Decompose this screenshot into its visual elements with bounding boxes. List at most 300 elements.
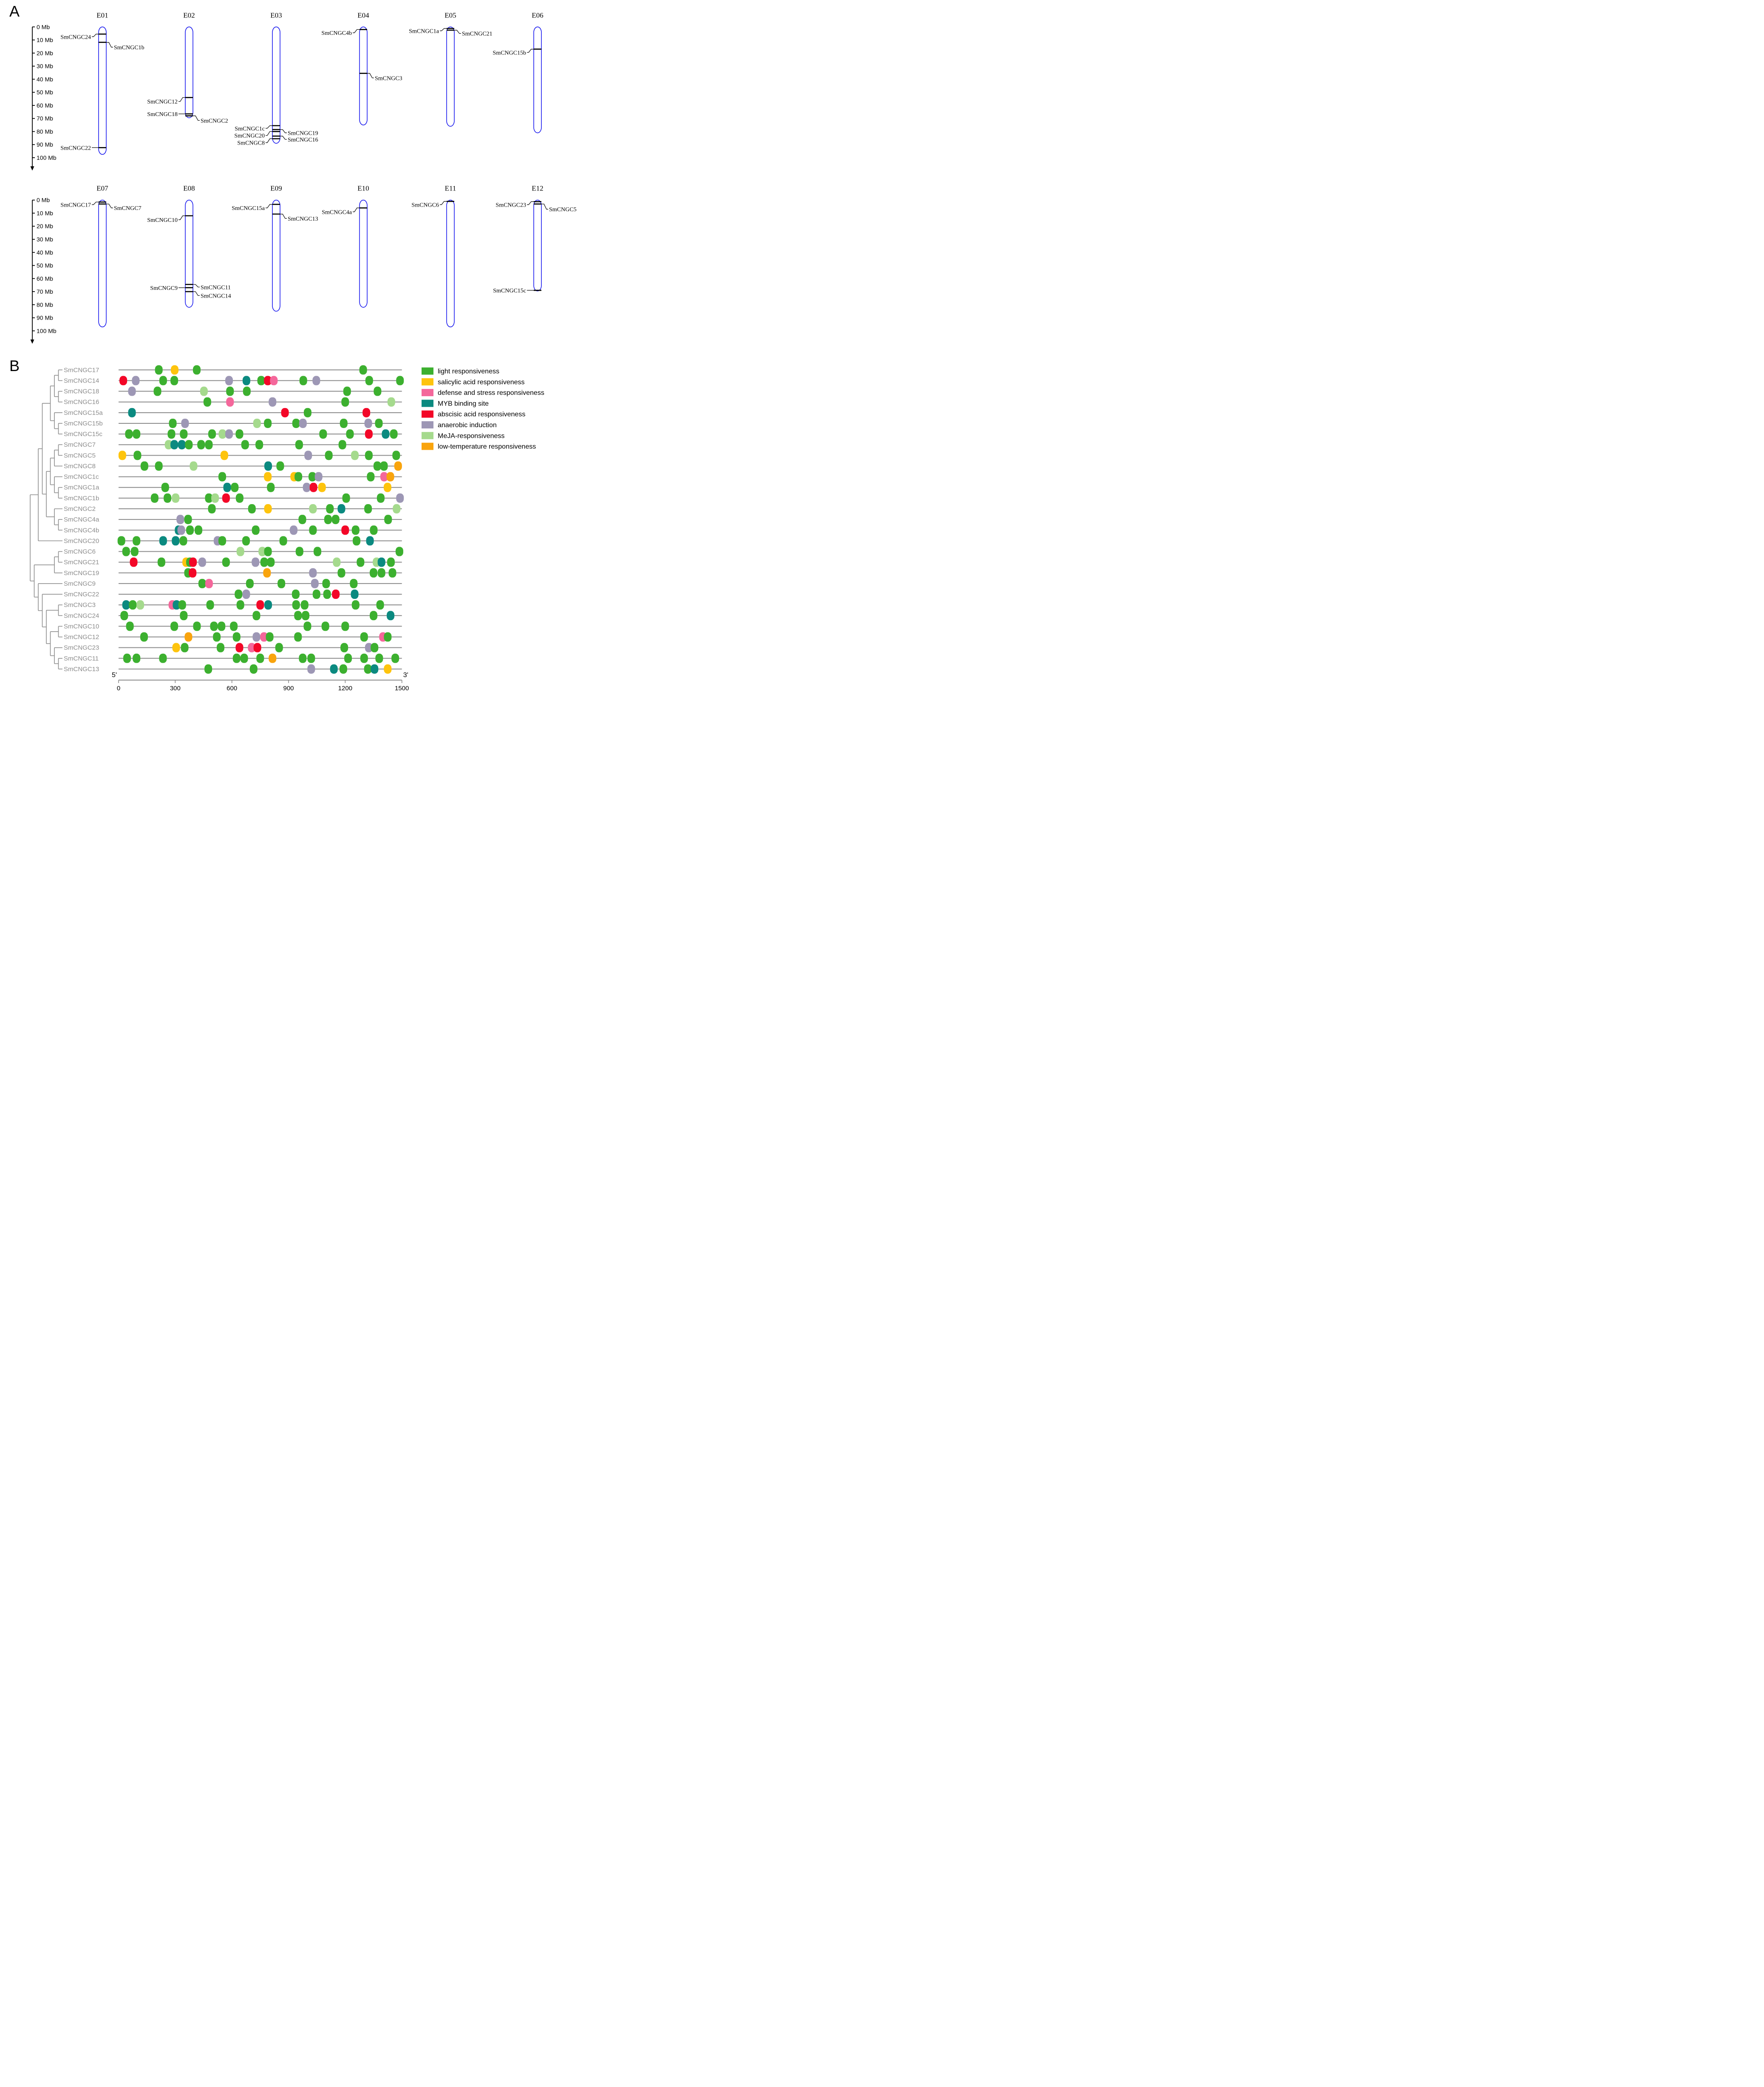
motif-light [294, 632, 302, 642]
gene-SmCNGC7 [106, 204, 142, 212]
legend-swatch [422, 389, 433, 396]
motif-salicylic [171, 365, 178, 374]
motif-light [159, 654, 167, 663]
panel-a-row-2 [31, 184, 577, 344]
motif-row-SmCNGC17 [64, 365, 402, 374]
motif-myb [159, 536, 167, 545]
gene-SmCNGC8 [237, 139, 272, 146]
gene-connector [527, 201, 534, 204]
row-gene-label: SmCNGC4b [64, 527, 99, 534]
gene-label: SmCNGC10 [147, 217, 178, 224]
motif-light [340, 664, 347, 674]
motif-abscisic [341, 525, 349, 535]
motif-defense [270, 376, 277, 385]
motif-light [210, 621, 218, 631]
motif-light [365, 451, 373, 460]
gene-label: SmCNGC15b [493, 50, 526, 57]
motif-anaerobic [252, 558, 259, 567]
motif-light [322, 579, 330, 588]
gene-label: SmCNGC4a [322, 209, 352, 216]
gene-SmCNGC10 [147, 216, 185, 224]
motif-light [302, 611, 309, 620]
panel-a-row-1 [31, 11, 544, 170]
motif-light [133, 654, 140, 663]
chromosome-body [185, 27, 193, 118]
motif-light [118, 536, 125, 545]
motif-lowtemp [184, 632, 192, 642]
motif-row-SmCNGC4a [64, 515, 402, 524]
scale-tick-label: 80 Mb [37, 301, 53, 308]
motif-light [388, 568, 396, 578]
legend-item-anaerobic [422, 421, 497, 429]
gene-connector [353, 29, 360, 33]
motif-light [235, 590, 242, 599]
gene-SmCNGC20 [234, 131, 272, 139]
scale-tick-label: 100 Mb [37, 154, 57, 161]
motif-myb [178, 440, 186, 449]
motif-meja [253, 419, 261, 428]
motif-myb [366, 536, 374, 545]
legend-item-defense [422, 389, 544, 397]
motif-salicylic [221, 451, 228, 460]
scale-tick-label: 80 Mb [37, 128, 53, 135]
scale-tick-label: 70 Mb [37, 288, 53, 295]
chromosome-body [534, 27, 541, 133]
motif-myb [170, 440, 178, 449]
axis-tick-label: 1200 [338, 685, 353, 692]
motif-light [374, 387, 381, 396]
motif-myb [122, 600, 130, 610]
motif-row-SmCNGC20 [64, 536, 402, 545]
motif-light [346, 429, 354, 439]
scale-tick-label: 10 Mb [37, 210, 53, 217]
gene-connector [440, 28, 447, 31]
chromosome-title: E11 [445, 184, 456, 193]
motif-myb [371, 664, 378, 674]
motif-light [301, 600, 309, 610]
motif-row-SmCNGC7 [64, 440, 402, 449]
motif-light [178, 600, 186, 610]
motif-light [377, 493, 385, 503]
row-gene-label: SmCNGC21 [64, 559, 99, 566]
scale-tick-label: 0 Mb [37, 23, 50, 31]
motif-row-SmCNGC23 [64, 643, 402, 652]
chromosome-title: E07 [96, 184, 108, 193]
motif-light [371, 643, 378, 652]
motif-light [332, 515, 340, 524]
gene-connector [367, 74, 374, 78]
motif-light [122, 547, 130, 556]
row-gene-label: SmCNGC1c [64, 473, 99, 481]
motif-light [340, 419, 348, 428]
scale-tick-label: 20 Mb [37, 223, 53, 230]
motif-light [390, 429, 398, 439]
panel-b [30, 365, 544, 692]
gene-label: SmCNGC16 [288, 136, 318, 143]
chromosome-E09 [232, 184, 318, 312]
motif-row-SmCNGC24 [64, 611, 402, 620]
chromosome-E06 [493, 11, 543, 133]
axis-tick-label: 900 [283, 685, 294, 692]
motif-light [326, 504, 334, 513]
gene-connector [280, 214, 287, 218]
row-gene-label: SmCNGC23 [64, 644, 99, 652]
motif-light [280, 536, 287, 545]
motif-light [207, 600, 214, 610]
motif-anaerobic [315, 472, 323, 482]
legend-item-lowtemp [422, 443, 536, 451]
motif-row-SmCNGC18 [64, 387, 402, 396]
motif-light [319, 429, 327, 439]
gene-label: SmCNGC11 [201, 284, 231, 291]
motif-light [392, 451, 400, 460]
gene-SmCNGC1a [409, 28, 447, 35]
motif-light [344, 654, 352, 663]
legend-swatch [422, 411, 433, 418]
legend-item-salicylic [422, 378, 525, 386]
motif-light [246, 579, 254, 588]
motif-light [343, 387, 351, 396]
motif-abscisic [222, 493, 230, 503]
motif-light [185, 440, 193, 449]
motif-light [396, 547, 403, 556]
gene-SmCNGC24 [60, 34, 99, 40]
motif-anaerobic [198, 558, 206, 567]
motif-light [384, 515, 392, 524]
motif-myb [330, 664, 338, 674]
motif-anaerobic [176, 515, 184, 524]
gene-label: SmCNGC9 [150, 285, 178, 292]
motif-anaerobic [181, 419, 189, 428]
motif-defense [226, 397, 234, 407]
motif-light [208, 504, 216, 513]
gene-label: SmCNGC6 [411, 202, 439, 209]
motif-meja [393, 504, 400, 513]
motif-light [370, 525, 377, 535]
scale-tick-label: 90 Mb [37, 314, 53, 321]
motif-light [309, 525, 317, 535]
panel-a-letter: A [9, 3, 20, 20]
motif-myb [172, 536, 179, 545]
gene-connector [266, 126, 272, 128]
legend-label: defense and stress responsiveness [438, 389, 544, 397]
motif-myb [351, 590, 359, 599]
motif-light [337, 568, 345, 578]
motif-abscisic [362, 408, 370, 417]
motif-light [126, 621, 134, 631]
motif-light [158, 558, 165, 567]
motif-light [384, 632, 391, 642]
gene-connector [527, 49, 534, 53]
scale-tick-label: 70 Mb [37, 115, 53, 122]
scale-tick-label: 40 Mb [37, 249, 53, 256]
chromosome-E04 [321, 11, 402, 125]
motif-light [300, 376, 307, 385]
motif-anaerobic [309, 568, 317, 578]
row-gene-label: SmCNGC18 [64, 388, 99, 395]
motif-light [164, 493, 171, 503]
gene-label: SmCNGC2 [201, 118, 228, 125]
motif-light [360, 365, 367, 374]
motif-light [339, 440, 346, 449]
gene-connector [541, 204, 548, 209]
gene-connector [178, 97, 185, 101]
chromosome-title: E06 [532, 11, 544, 20]
motif-defense [205, 579, 213, 588]
motif-row-SmCNGC12 [64, 632, 402, 642]
gene-label: SmCNGC24 [60, 34, 91, 41]
motif-light [378, 568, 385, 578]
motif-myb [224, 483, 231, 492]
motif-light [208, 429, 216, 439]
motif-abscisic [254, 643, 261, 652]
motif-myb [382, 429, 389, 439]
motif-light [205, 440, 212, 449]
motif-light [313, 590, 320, 599]
motif-anaerobic [252, 632, 260, 642]
gene-SmCNGC3 [367, 74, 402, 82]
scale-tick-label: 20 Mb [37, 49, 53, 57]
motif-abscisic [130, 558, 138, 567]
gene-SmCNGC15a [232, 204, 272, 212]
motif-abscisic [332, 590, 340, 599]
scale-arrowhead [31, 340, 34, 344]
gene-SmCNGC23 [496, 201, 534, 208]
motif-light [233, 654, 241, 663]
gene-label: SmCNGC1b [114, 44, 144, 51]
motif-light [370, 568, 377, 578]
motif-light [184, 515, 192, 524]
motif-light [367, 472, 374, 482]
motif-meja [211, 493, 219, 503]
motif-light [292, 419, 300, 428]
motif-light [387, 558, 395, 567]
motif-myb [387, 611, 394, 620]
motif-light [360, 632, 368, 642]
motif-light [294, 611, 302, 620]
legend-label: low-temperature responsiveness [438, 443, 536, 451]
gene-SmCNGC13 [280, 214, 318, 222]
motif-light [213, 632, 221, 642]
chromosome-title: E02 [183, 11, 195, 20]
gene-label: SmCNGC21 [462, 31, 493, 37]
row-gene-label: SmCNGC15c [64, 431, 102, 438]
gene-SmCNGC15c [493, 288, 534, 294]
motif-row-SmCNGC3 [64, 600, 402, 610]
chromosome-title: E10 [357, 184, 369, 193]
motif-light [140, 632, 148, 642]
motif-light [296, 547, 303, 556]
motif-row-SmCNGC1b [64, 493, 404, 503]
motif-light [391, 654, 399, 663]
motif-meja [172, 493, 179, 503]
gene-connector [280, 136, 287, 139]
motif-lowtemp [387, 472, 394, 482]
motif-light [370, 611, 377, 620]
motif-light [353, 536, 360, 545]
legend-swatch [422, 368, 433, 375]
motif-light [341, 397, 349, 407]
motif-row-SmCNGC15a [64, 408, 402, 417]
motif-light [186, 525, 194, 535]
bp-axis [112, 672, 409, 692]
gene-label: SmCNGC13 [288, 216, 318, 222]
motif-light [260, 558, 268, 567]
scale-tick-label: 50 Mb [37, 89, 53, 96]
chromosome-body [447, 200, 454, 327]
legend-swatch [422, 443, 433, 450]
motif-light [181, 643, 189, 652]
motif-anaerobic [225, 376, 233, 385]
motif-anaerobic [128, 387, 136, 396]
motif-meja [218, 429, 226, 439]
motif-light [195, 525, 202, 535]
mb-scale [31, 197, 57, 344]
motif-light [133, 536, 140, 545]
motif-light [298, 515, 306, 524]
motif-anaerobic [290, 525, 297, 535]
row-gene-label: SmCNGC15b [64, 420, 103, 427]
motif-anaerobic [396, 493, 404, 503]
motif-light [230, 621, 238, 631]
motif-light [365, 376, 373, 385]
motif-light [193, 365, 201, 374]
gene-SmCNGC5 [541, 204, 577, 213]
row-gene-label: SmCNGC24 [64, 612, 99, 620]
chromosome-body [272, 200, 280, 312]
motif-light [295, 440, 303, 449]
gene-connector [193, 292, 200, 295]
scale-tick-label: 0 Mb [37, 196, 50, 204]
motif-light [325, 451, 333, 460]
motif-row-SmCNGC5 [64, 451, 402, 460]
motif-meja [333, 558, 340, 567]
motif-abscisic [365, 429, 373, 439]
chromosome-title: E09 [270, 184, 282, 193]
row-gene-label: SmCNGC2 [64, 505, 96, 513]
legend-item-light [422, 368, 499, 375]
gene-SmCNGC19 [280, 130, 318, 137]
gene-connector [106, 204, 113, 208]
axis-tick-label: 0 [116, 685, 121, 692]
scale-tick-label: 50 Mb [37, 262, 53, 269]
chromosome-title: E05 [445, 11, 456, 20]
motif-myb [264, 600, 272, 610]
row-gene-label: SmCNGC17 [64, 366, 99, 374]
motif-light [360, 654, 368, 663]
row-gene-label: SmCNGC5 [64, 452, 96, 459]
motif-light [364, 664, 372, 674]
row-gene-label: SmCNGC1a [64, 484, 99, 491]
motif-light [167, 429, 175, 439]
motif-light [180, 611, 187, 620]
legend-swatch [422, 378, 433, 386]
legend-label: light responsiveness [438, 368, 499, 375]
motif-light [258, 376, 265, 385]
row-gene-label: SmCNGC6 [64, 548, 96, 556]
gene-SmCNGC18 [147, 111, 185, 118]
chromosome-title: E03 [270, 11, 282, 20]
row-gene-label: SmCNGC12 [64, 633, 99, 641]
gene-label: SmCNGC3 [375, 75, 402, 82]
motif-light [303, 621, 311, 631]
motif-row-SmCNGC19 [64, 568, 402, 578]
chromosome-title: E08 [183, 184, 195, 193]
chromosome-body [360, 200, 367, 307]
motif-light [235, 429, 243, 439]
motif-meja [200, 387, 208, 396]
motif-light [357, 558, 364, 567]
motif-light [292, 590, 300, 599]
gene-connector [280, 130, 287, 133]
row-gene-label: SmCNGC14 [64, 377, 99, 385]
gene-connector [92, 34, 99, 37]
motif-light [218, 472, 226, 482]
motif-light [125, 429, 133, 439]
scale-tick-label: 30 Mb [37, 236, 53, 243]
legend-swatch [422, 432, 433, 439]
gene-SmCNGC2 [193, 116, 228, 125]
motif-light [236, 493, 244, 503]
motif-light [151, 493, 159, 503]
motif-light [241, 440, 249, 449]
axis-tick-label: 300 [170, 685, 181, 692]
gene-SmCNGC4a [322, 208, 360, 216]
motif-light [377, 600, 384, 610]
gene-label: SmCNGC18 [147, 111, 178, 118]
gene-SmCNGC6 [411, 201, 447, 209]
gene-SmCNGC1c [235, 126, 272, 132]
motif-myb [337, 504, 345, 513]
motif-light [170, 621, 178, 631]
scale-tick-label: 60 Mb [37, 102, 53, 109]
legend-label: MeJA-responsiveness [438, 432, 505, 440]
scale-tick-label: 60 Mb [37, 275, 53, 282]
motif-light [256, 654, 264, 663]
motif-light [292, 600, 300, 610]
gene-connector [193, 284, 200, 287]
motif-light [222, 558, 230, 567]
phylo-tree [30, 370, 62, 669]
motif-light [233, 632, 241, 642]
motif-abscisic [310, 483, 317, 492]
motif-myb [243, 376, 250, 385]
motif-anaerobic [303, 483, 311, 492]
motif-light [243, 387, 251, 396]
motif-row-SmCNGC1c [64, 472, 402, 482]
row-gene-label: SmCNGC13 [64, 665, 99, 673]
motif-light [343, 493, 350, 503]
motif-abscisic [189, 568, 196, 578]
motif-light [252, 525, 260, 535]
gene-SmCNGC21 [454, 30, 493, 37]
gene-connector [178, 216, 185, 220]
legend-label: anaerobic induction [438, 422, 497, 429]
motif-light [375, 419, 382, 428]
gene-connector [266, 204, 272, 208]
motif-row-SmCNGC10 [64, 621, 402, 631]
motif-light [266, 632, 274, 642]
motif-myb [264, 461, 272, 471]
legend [422, 368, 544, 451]
motif-salicylic [318, 483, 326, 492]
row-gene-label: SmCNGC7 [64, 441, 96, 449]
gene-connector [193, 116, 200, 121]
motif-light [350, 579, 357, 588]
chromosome-title: E01 [96, 11, 108, 20]
motif-light [198, 579, 206, 588]
motif-light [255, 440, 263, 449]
